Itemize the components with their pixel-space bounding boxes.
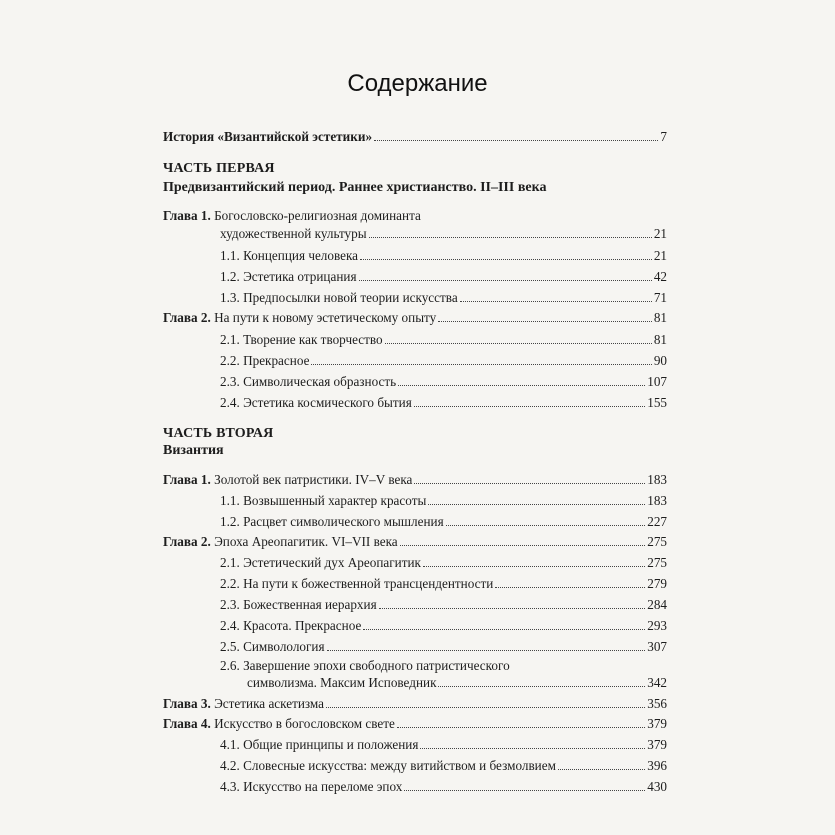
toc-entry-title: символизма. Максим Исповедник — [247, 675, 437, 690]
dot-leader — [460, 301, 652, 302]
toc-section-entry — [163, 489, 667, 509]
toc-page-number: 71 — [653, 290, 667, 305]
chapter-title: Богословско-религиозная доминанта — [214, 208, 421, 223]
toc-entry-title: 2.1. Эстетический дух Ареопагитик — [220, 555, 421, 570]
dot-leader — [558, 769, 645, 770]
toc-entry-title: 1.2. Расцвет символического мышления — [220, 514, 444, 529]
toc-entry-title: 1.1. Концепция человека — [220, 248, 359, 263]
toc-page-number: 183 — [647, 493, 667, 508]
toc-page-number: 107 — [647, 374, 667, 389]
toc-page-number: 379 — [647, 737, 667, 752]
toc-section-entry-cont — [163, 671, 667, 691]
toc-page-number: 342 — [647, 675, 667, 690]
toc-section-entry — [163, 635, 667, 655]
toc-chapter-entry — [163, 468, 667, 488]
dot-leader — [404, 790, 645, 791]
toc-chapter-entry — [163, 712, 667, 732]
chapter-title: Эстетика аскетизма — [214, 696, 325, 711]
dot-leader — [438, 686, 645, 687]
toc-page-number: 284 — [647, 597, 667, 612]
page-title: Содержание — [347, 70, 488, 97]
toc-section-entry — [163, 265, 667, 285]
toc-section-entry — [163, 754, 667, 774]
dot-leader — [379, 608, 646, 609]
toc-page-number: 396 — [647, 758, 667, 773]
chapter-label: Глава 3. — [163, 696, 211, 711]
dot-leader — [359, 280, 652, 281]
chapter-label: Глава 4. — [163, 716, 211, 731]
toc-section-entry — [163, 370, 667, 390]
toc-entry-title: 2.5. Символология — [220, 639, 325, 654]
toc-page-number: 183 — [647, 472, 667, 487]
toc-chapter-entry — [163, 530, 667, 550]
dot-leader — [311, 364, 651, 365]
dot-leader — [420, 748, 645, 749]
toc-page-number: 275 — [647, 534, 667, 549]
dot-leader — [326, 707, 645, 708]
toc-section-entry — [163, 349, 667, 369]
part-heading: ЧАСТЬ ВТОРАЯ — [163, 426, 274, 441]
toc-page-number: 21 — [653, 248, 667, 263]
dot-leader — [414, 406, 645, 407]
toc-section-entry — [163, 244, 667, 264]
toc-section-entry — [163, 510, 667, 530]
toc-section-entry — [163, 328, 667, 348]
toc-page-number: 81 — [653, 332, 667, 347]
toc-page-number: 279 — [647, 576, 667, 591]
toc-entry-title: 4.3. Искусство на переломе эпох — [220, 779, 403, 794]
toc-entry-title: История «Византийской эстетики» — [163, 129, 373, 144]
dot-leader — [398, 385, 645, 386]
toc-entry-title: 4.2. Словесные искусства: между витийством и безмолвием — [220, 758, 556, 773]
chapter-title: художественной культуры — [220, 226, 367, 241]
toc-entry-title: 2.2. На пути к божественной трансцендентности — [220, 576, 494, 591]
toc-page-number: 430 — [647, 779, 667, 794]
dot-leader — [400, 545, 646, 546]
chapter-title: Искусство в богословском свете — [214, 716, 395, 731]
toc-section-entry — [163, 572, 667, 592]
dot-leader — [414, 483, 645, 484]
toc-section-entry — [163, 391, 667, 411]
toc-chapter-entry — [163, 692, 667, 712]
chapter-title: Эпоха Ареопагитик. VI–VII века — [214, 534, 398, 549]
toc-page-number: 356 — [647, 696, 667, 711]
toc-section-entry — [163, 614, 667, 634]
toc-entry-title: 2.4. Красота. Прекрасное — [220, 618, 362, 633]
toc-intro-entry — [163, 125, 667, 145]
toc-page-number: 275 — [647, 555, 667, 570]
toc-section-entry — [163, 593, 667, 613]
toc-section-entry — [163, 286, 667, 306]
toc-entry-title: 4.1. Общие принципы и положения — [220, 737, 419, 752]
toc-page-number: 21 — [653, 226, 667, 241]
toc-entry-title: 2.3. Символическая образность — [220, 374, 397, 389]
toc-page-number: 293 — [647, 618, 667, 633]
toc-page-number: 42 — [653, 269, 667, 284]
dot-leader — [369, 237, 652, 238]
chapter-title: Золотой век патристики. IV–V века — [214, 472, 413, 487]
dot-leader — [446, 525, 646, 526]
toc-entry-title: 1.3. Предпосылки новой теории искусства — [220, 290, 458, 305]
toc-entry-title: 2.2. Прекрасное — [220, 353, 310, 368]
toc-section-entry — [163, 551, 667, 571]
toc-section-entry — [163, 733, 667, 753]
chapter-label: Глава 1. — [163, 208, 211, 223]
toc-page-number: 90 — [653, 353, 667, 368]
toc-page-number: 227 — [647, 514, 667, 529]
toc-entry-title: 2.4. Эстетика космического бытия — [220, 395, 412, 410]
dot-leader — [374, 140, 658, 141]
dot-leader — [438, 321, 652, 322]
dot-leader — [428, 504, 645, 505]
toc-chapter-entry — [163, 306, 667, 326]
toc-chapter-entry-cont — [163, 222, 667, 242]
dot-leader — [385, 343, 652, 344]
dot-leader — [423, 566, 645, 567]
dot-leader — [397, 727, 645, 728]
toc-page-number: 307 — [647, 639, 667, 654]
toc-entry-title: 1.2. Эстетика отрицания — [220, 269, 357, 284]
toc-section-entry — [163, 775, 667, 795]
part-subtitle: Предвизантийский период. Раннее христианство. II–III века — [163, 180, 547, 195]
dot-leader — [363, 629, 645, 630]
toc-page-number: 7 — [660, 129, 667, 144]
part-heading: ЧАСТЬ ПЕРВАЯ — [163, 161, 275, 176]
toc-page-number: 379 — [647, 716, 667, 731]
toc-entry-title: 2.3. Божественная иерархия — [220, 597, 377, 612]
part-subtitle: Византия — [163, 443, 224, 458]
chapter-label: Глава 2. — [163, 534, 211, 549]
toc-entry-title: 2.6. Завершение эпохи свободного патристического — [220, 658, 510, 673]
chapter-label: Глава 2. — [163, 310, 211, 325]
dot-leader — [327, 650, 646, 651]
dot-leader — [495, 587, 645, 588]
toc-entry-title: 1.1. Возвышенный характер красоты — [220, 493, 427, 508]
dot-leader — [360, 259, 652, 260]
toc-entry-title: 2.1. Творение как творчество — [220, 332, 383, 347]
toc-page-number: 81 — [653, 310, 667, 325]
toc-page-number: 155 — [647, 395, 667, 410]
chapter-title: На пути к новому эстетическому опыту — [214, 310, 437, 325]
chapter-label: Глава 1. — [163, 472, 211, 487]
